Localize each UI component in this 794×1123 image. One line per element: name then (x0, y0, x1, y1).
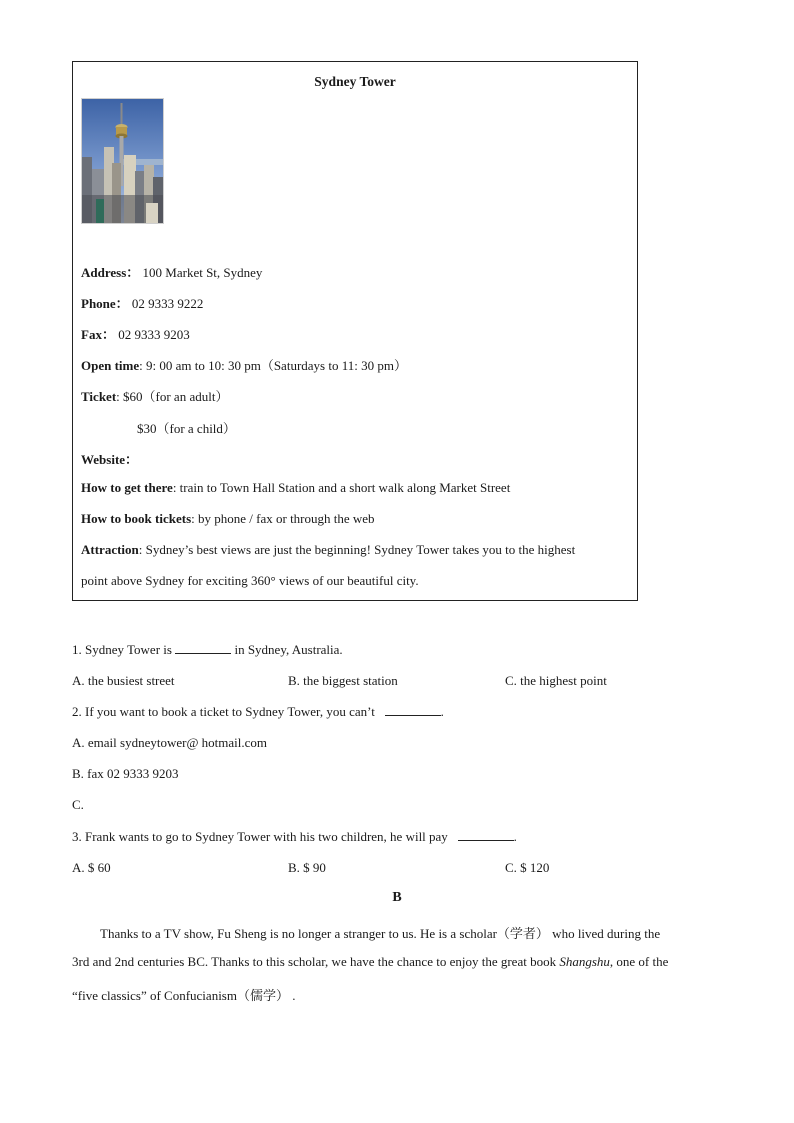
question-3-blank (458, 829, 514, 841)
question-2-blank (385, 704, 441, 716)
question-1-option-b: B. the biggest station (288, 673, 398, 688)
question-1-stem: 1. Sydney Tower is (72, 642, 172, 657)
website-line (81, 449, 138, 468)
how-get-value: : train to Town Hall Station and a short walk along Market Street (172, 480, 511, 495)
question-2-stem-end: . (440, 704, 444, 719)
how-get-label: How to get there (81, 480, 173, 495)
question-3-option-c: C. $ 120 (505, 860, 550, 875)
section-b-heading: B (392, 890, 402, 905)
ticket-child: $30（for a child） (137, 421, 236, 436)
open-time-line (81, 355, 407, 374)
ticket-line (81, 386, 228, 405)
fax-value: 02 9333 9203 (118, 327, 190, 342)
fax-line (81, 324, 190, 343)
question-2-option-c: C. (72, 797, 84, 812)
question-1-option-c: C. the highest point (505, 673, 607, 688)
open-time-value: : 9: 00 am to 10: 30 pm（Saturdays to 11: 30 pm） (139, 358, 407, 373)
how-book-label: How to book tickets (81, 511, 192, 526)
address-label: Address： (81, 265, 140, 280)
question-3-stem-end: . (513, 829, 517, 844)
how-book-value: : by phone / fax or through the web (191, 511, 375, 526)
how-get-line (81, 480, 510, 496)
book-title: Shangshu (559, 954, 610, 969)
attraction-value-1: : Sydney’s best views are just the beginning! Sydney Tower takes you to the highest (138, 542, 576, 557)
fax-label: Fax： (81, 327, 115, 342)
ticket-label: Ticket (81, 389, 117, 404)
section-b-line-3: “five classics” of Confucianism（儒学） . (72, 988, 296, 1003)
question-3-option-a: A. $ 60 (72, 860, 111, 875)
address-line (81, 262, 262, 281)
question-2-option-b: B. fax 02 9333 9203 (72, 766, 179, 781)
attraction-line-2: point above Sydney for exciting 360° views of our beautiful city. (81, 573, 419, 588)
question-2-option-a: A. email sydneytower@ hotmail.com (72, 735, 268, 750)
question-2-stem: 2. If you want to book a ticket to Sydney Tower, you can’t (72, 704, 375, 719)
info-box (72, 61, 638, 601)
question-2 (72, 704, 444, 720)
phone-value: 02 9333 9222 (131, 296, 204, 311)
question-1-stem-end: in Sydney, Australia. (234, 642, 343, 657)
question-1 (72, 642, 343, 658)
section-b-line-1: Thanks to a TV show, Fu Sheng is no longer a stranger to us. He is a scholar（学者） who lived during the (100, 926, 661, 941)
question-3-stem: 3. Frank wants to go to Sydney Tower with his two children, he will pay (72, 829, 448, 844)
question-3 (72, 829, 517, 845)
attraction-line (81, 542, 575, 558)
address-value: 100 Market St, Sydney (142, 265, 263, 280)
phone-label: Phone： (81, 296, 129, 311)
section-b-line-2-end: , one of the (609, 954, 669, 969)
website-label: Website： (81, 452, 139, 467)
question-1-blank (175, 642, 231, 654)
question-3-option-b: B. $ 90 (288, 860, 326, 875)
open-time-label: Open time (81, 358, 140, 373)
phone-line (81, 293, 203, 312)
section-b-line-2-start: 3rd and 2nd centuries BC. Thanks to this scholar, we have the chance to enjoy the great book (72, 954, 560, 969)
section-b-line-2 (72, 954, 668, 970)
sydney-tower-photo-icon (81, 98, 164, 224)
box-title: Sydney Tower (314, 74, 396, 89)
how-book-line (81, 511, 375, 527)
ticket-adult: : $60（for an adult） (116, 389, 229, 404)
attraction-label: Attraction (81, 542, 139, 557)
question-1-option-a: A. the busiest street (72, 673, 175, 688)
